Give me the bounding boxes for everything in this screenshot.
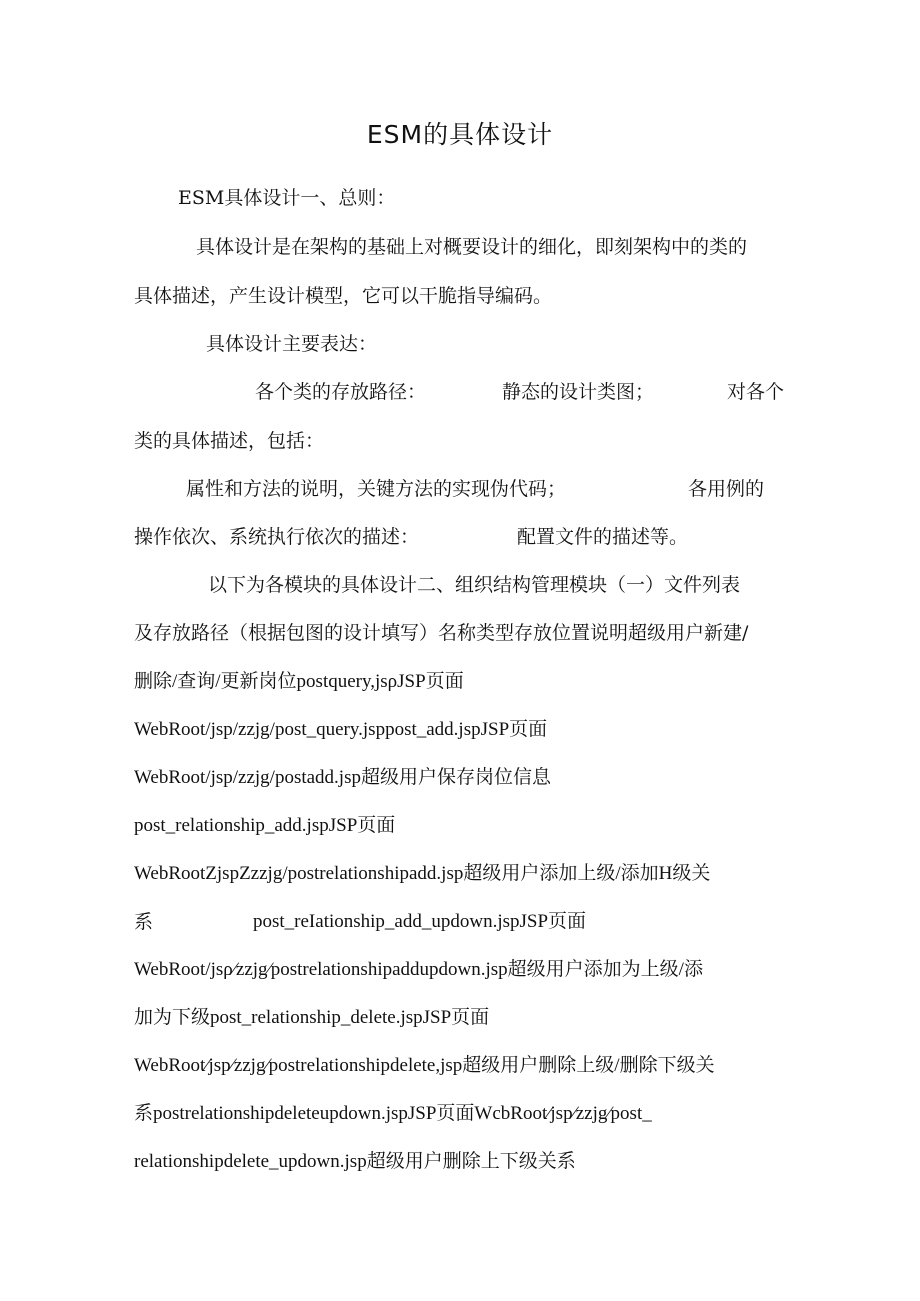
file-list-line: WebRoot/jsp/zzjg/postadd.jsp超级用户保存岗位信息 bbox=[134, 767, 551, 788]
paragraph-line: 具体设计是在架构的基础上对概要设计的细化，即刻架构中的类的 bbox=[196, 236, 748, 258]
file-list-line: WebRoot/jsp/zzjg/post_query.jsppost_add.jspJSP页面 bbox=[134, 719, 548, 740]
file-list-line: 系postrelationshipdeleteupdown.jspJSP页面WcbRoot∕jsp∕zzjg∕post_ bbox=[134, 1103, 652, 1124]
file-list-line: post_relationship_add.jspJSP页面 bbox=[134, 815, 396, 836]
paragraph-line: 类的具体描述，包括： bbox=[134, 430, 325, 452]
paragraph-line: 及存放路径（根据包图的设计填写）名称类型存放位置说明超级用户新建/ bbox=[134, 622, 749, 644]
list-item: 配置文件的描述等。 bbox=[517, 526, 689, 548]
paragraph-line: 操作依次、系统执行依次的描述： bbox=[134, 526, 420, 548]
file-list-line: 加为下级post_relationship_delete.jspJSP页面 bbox=[134, 1007, 490, 1028]
list-item: 各个类的存放路径： bbox=[255, 381, 427, 403]
file-list-line: WebRoot∕jsp∕zzjg∕postrelationshipdelete,jsp超级用户删除上级/删除下级关 bbox=[134, 1055, 715, 1076]
paragraph-line: 具体设计主要表达： bbox=[206, 333, 378, 355]
file-list-line: relationshipdelete_updown.jsp超级用户删除上下级关系 bbox=[134, 1151, 576, 1172]
list-item: 各用例的 bbox=[688, 478, 765, 500]
page-title: ESM的具体设计 bbox=[366, 120, 554, 149]
file-list-line: post_reIationship_add_updown.jspJSP页面 bbox=[253, 911, 587, 932]
list-item: 静态的设计类图； bbox=[502, 381, 655, 403]
paragraph-line: 删除/查询/更新岗位postquery,jsρJSP页面 bbox=[134, 671, 464, 692]
file-list-line: WebRoot/jsρ∕zzjg∕postrelationshipaddupdown.jsp超级用户添加为上级/添 bbox=[134, 959, 703, 980]
paragraph-line: 具体描述，产生设计模型，它可以干脆指导编码。 bbox=[134, 285, 553, 307]
list-item: 属性和方法的说明，关键方法的实现伪代码； bbox=[186, 478, 567, 500]
section-heading: ESM具体设计一、总则： bbox=[178, 187, 396, 209]
list-item: 对各个 bbox=[727, 381, 785, 403]
file-list-line: WebRootZjspZzzjg/postrelationshipadd.jsp超级用户添加上级/添加H级关 bbox=[134, 863, 711, 884]
file-list-line: 系 bbox=[134, 911, 154, 933]
paragraph-line: 以下为各模块的具体设计二、组织结构管理模块（一）文件列表 bbox=[208, 574, 741, 596]
